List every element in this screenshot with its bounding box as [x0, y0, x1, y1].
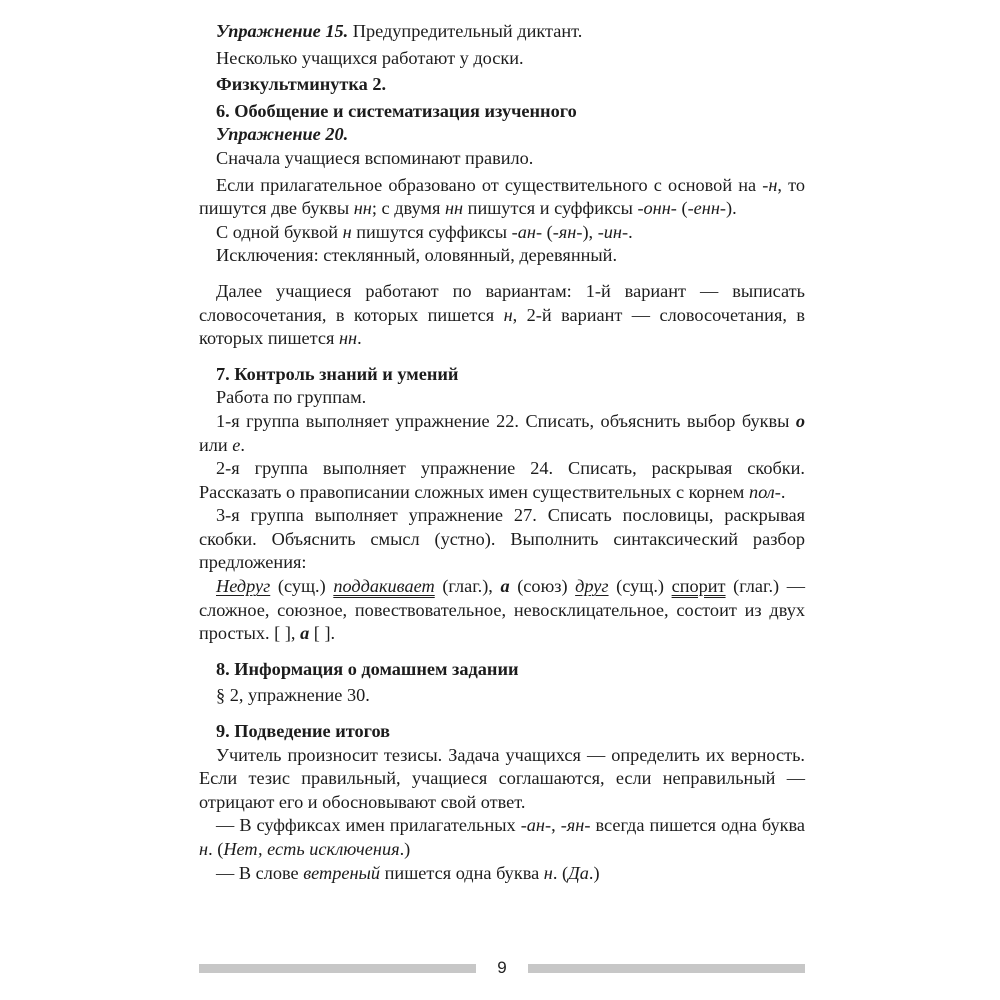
- board-note: Несколько учащихся работают у доски.: [216, 47, 524, 68]
- page-content: [199, 20, 805, 885]
- thesis-2: — В слове ветреный пишется одна буква н. (Да.): [216, 862, 600, 883]
- parse-subject-1: Недруг: [216, 576, 271, 597]
- thesis-1: — В суффиксах имен прилагательных -ан-, -ян- всегда пишется одна буква н. (Нет, есть исключения.): [199, 815, 806, 859]
- footer-bar-left: [199, 964, 476, 973]
- parse-conjunction-1: а: [500, 576, 510, 597]
- summary-intro: Учитель произносит тезисы. Задача учащихся — определить их верность. Если тезис правильный, учащиеся соглашаются, если неправильный — отрицают его и обосновывают свой ответ.: [199, 744, 805, 812]
- homework: § 2, упражнение 30.: [216, 685, 370, 706]
- section-6-heading: 6. Обобщение и систематизация изученного: [216, 100, 577, 121]
- page-number: 9: [497, 958, 507, 977]
- parse-predicate-1: поддакивает: [333, 576, 435, 597]
- exercise-15-label: Упражнение 15.: [216, 21, 349, 41]
- parse-conjunction-2: а: [300, 623, 310, 644]
- section-7-heading: 7. Контроль знаний и умений: [216, 363, 459, 384]
- remember-rule: Сначала учащиеся вспоминают правило.: [216, 147, 534, 168]
- variants-paragraph: Далее учащиеся работают по вариантам: 1-й вариант — выписать словосочетания, в которых пишется н, 2-й вариант — словосочетания, в которых пишется нн.: [199, 280, 805, 349]
- group-2-task: 2-я группа выполняет упражнение 24. Списать, раскрывая скобки. Рассказать о правописании сложных имен существительных с корнем пол-.: [199, 458, 805, 502]
- group-work: Работа по группам.: [216, 387, 367, 408]
- section-9-heading: 9. Подведение итогов: [216, 721, 391, 742]
- group-3-task: 3-я группа выполняет упражнение 27. Списать пословицы, раскрывая скобки. Объяснить смысл (устно). Выполнить синтаксический разбор предложения:: [199, 505, 805, 573]
- rule-paragraph-2: С одной буквой н пишутся суффиксы -ан- (-ян-), -ин-.: [216, 221, 633, 242]
- parse-predicate-2: спорит: [671, 576, 726, 597]
- sentence-parse: Недруг (сущ.) поддакивает (глаг.), а (союз) друг (сущ.) спорит (глаг.) — сложное, союзное, повествовательное, невосклицательное, состоит из двух простых. [ ], а [ ].: [199, 576, 806, 644]
- fizminutka: Физкультминутка 2.: [216, 74, 387, 95]
- exercise-20-label: Упражнение 20.: [216, 124, 349, 145]
- page-footer: [199, 957, 805, 979]
- parse-subject-2: друг: [575, 576, 609, 597]
- footer-bar-right: [528, 964, 805, 973]
- section-8-heading: 8. Информация о домашнем задании: [216, 658, 519, 679]
- rule-paragraph-1: Если прилагательное образовано от существительного с основой на -н, то пишутся две буквы нн; с двумя нн пишутся и суффиксы -онн- (-енн-).: [199, 174, 805, 219]
- exercise-15: Упражнение 15. Предупредительный диктант.: [216, 21, 583, 41]
- group-1-task: 1-я группа выполняет упражнение 22. Списать, объяснить выбор буквы о или е.: [199, 410, 805, 455]
- exceptions: Исключения: стеклянный, оловянный, деревянный.: [216, 245, 618, 266]
